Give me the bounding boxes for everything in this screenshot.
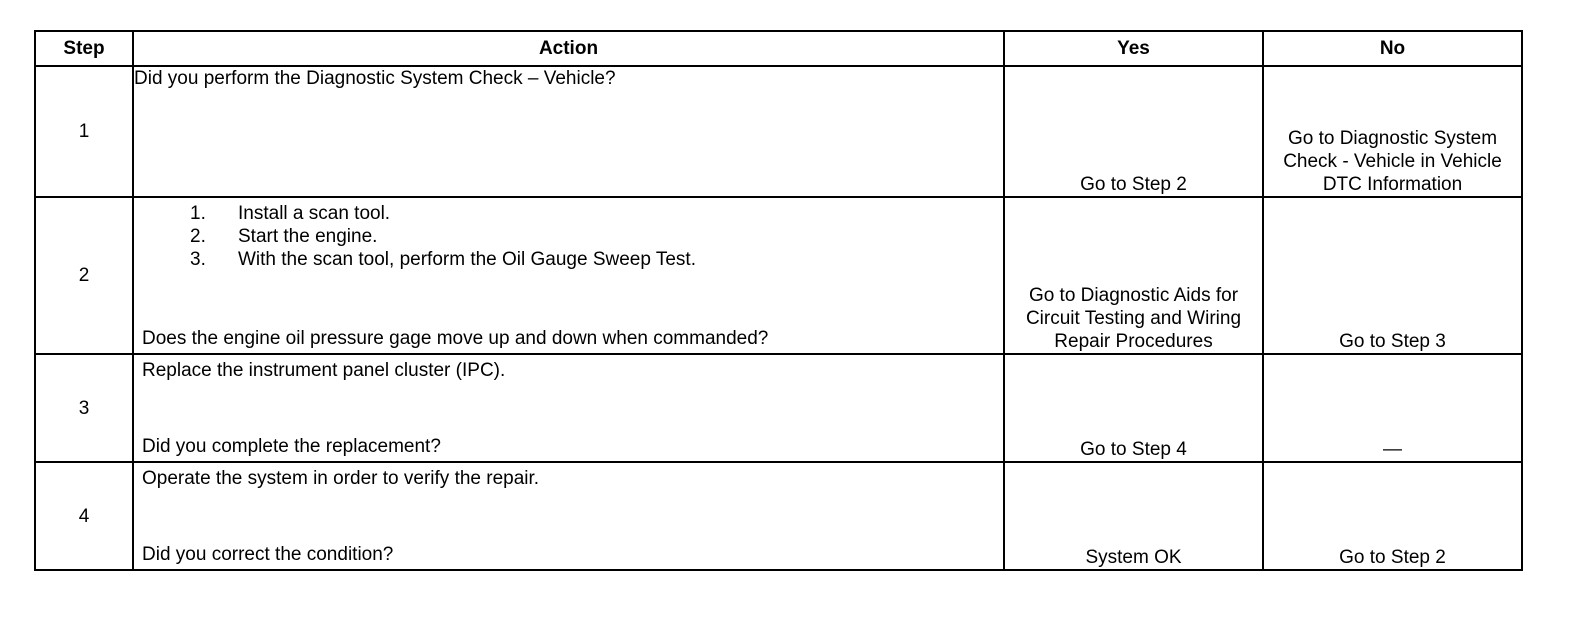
- action-cell: [133, 462, 1004, 570]
- step-number: 4: [35, 462, 133, 570]
- list-item: [190, 248, 997, 271]
- list-item: [190, 225, 997, 248]
- header-yes: Yes: [1004, 31, 1263, 66]
- action-cell: [133, 197, 1004, 354]
- substep-text: With the scan tool, perform the Oil Gauge Sweep Test.: [238, 249, 696, 270]
- yes-cell: Go to Step 2: [1004, 66, 1263, 197]
- yes-cell: System OK: [1004, 462, 1263, 570]
- header-no: No: [1263, 31, 1522, 66]
- header-action: Action: [133, 31, 1004, 66]
- action-text: Operate the system in order to verify the repair.: [142, 468, 540, 489]
- action-cell: [133, 354, 1004, 462]
- substep-text: Start the engine.: [238, 226, 378, 247]
- yes-cell: Go to Step 4: [1004, 354, 1263, 462]
- substep-number: 3.: [190, 249, 206, 270]
- substep-number: 1.: [190, 203, 206, 224]
- yes-cell: Go to Diagnostic Aids for Circuit Testing and Wiring Repair Procedures: [1004, 197, 1263, 354]
- substep-number: 2.: [190, 226, 206, 247]
- action-text: Replace the instrument panel cluster (IPC).: [142, 360, 506, 381]
- step-number: 2: [35, 197, 133, 354]
- table-row: [35, 66, 1522, 197]
- table-row: [35, 462, 1522, 570]
- table-row: [35, 197, 1522, 354]
- question-text: Does the engine oil pressure gage move up and down when commanded?: [142, 328, 769, 349]
- no-cell: —: [1263, 354, 1522, 462]
- no-cell: Go to Diagnostic System Check - Vehicle in Vehicle DTC Information: [1263, 66, 1522, 197]
- table-row: [35, 354, 1522, 462]
- question-text: Did you complete the replacement?: [142, 436, 441, 457]
- substep-list: [142, 202, 997, 271]
- diagnostic-table: [34, 30, 1523, 571]
- action-text: Did you perform the Diagnostic System Check – Vehicle?: [134, 68, 616, 89]
- substep-text: Install a scan tool.: [238, 203, 391, 224]
- no-cell: Go to Step 2: [1263, 462, 1522, 570]
- question-text: Did you correct the condition?: [142, 544, 394, 565]
- header-row: [35, 31, 1522, 66]
- action-cell: [133, 66, 1004, 197]
- list-item: [190, 202, 997, 225]
- step-number: 3: [35, 354, 133, 462]
- no-cell: Go to Step 3: [1263, 197, 1522, 354]
- step-number: 1: [35, 66, 133, 197]
- header-step: Step: [35, 31, 133, 66]
